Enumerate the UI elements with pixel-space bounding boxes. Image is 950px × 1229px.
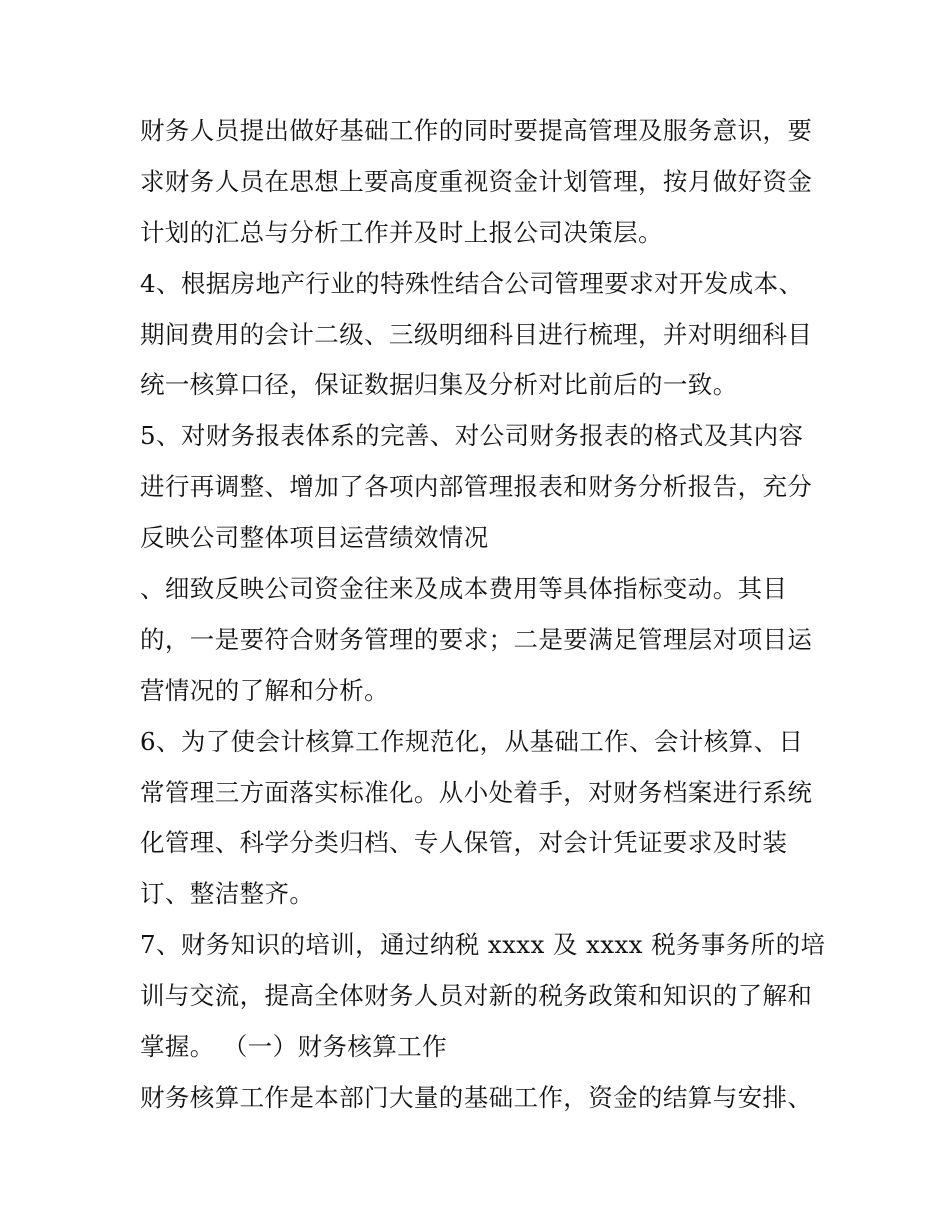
text-line: 4、根据房地产行业的特殊性结合公司管理要求对开发成本、: [140, 268, 804, 298]
text-line: 训与交流，提高全体财务人员对新的税务政策和知识的了解和: [140, 981, 813, 1011]
text-line: 5、对财务报表体系的完善、对公司财务报表的格式及其内容: [140, 421, 804, 451]
text-line: 进行再调整、增加了各项内部管理报表和财务分析报告，充分: [140, 472, 813, 502]
text-line: 7、财务知识的培训，通过纳税 xxxx 及 xxxx 税务事务所的培: [140, 930, 826, 960]
text-line: 统一核算口径，保证数据归集及分析对比前后的一致。: [140, 370, 738, 400]
text-line: 常管理三方面落实标准化。从小处着手，对财务档案进行系统: [140, 777, 813, 807]
text-line: 6、为了使会计核算工作规范化，从基础工作、会计核算、日: [140, 726, 804, 756]
text-line: 计划的汇总与分析工作并及时上报公司决策层。: [140, 217, 663, 247]
text-line: 、细致反映公司资金往来及成本费用等具体指标变动。其目: [140, 574, 788, 604]
text-line: 财务人员提出做好基础工作的同时要提高管理及服务意识，要: [140, 116, 813, 145]
document-body: [140, 106, 826, 1124]
text-line: 的，一是要符合财务管理的要求；二是要满足管理层对项目运: [140, 624, 813, 654]
text-line: 期间费用的会计二级、三级明细科目进行梳理，并对明细科目: [140, 319, 813, 349]
text-line: 财务核算工作是本部门大量的基础工作，资金的结算与安排、: [140, 1082, 813, 1112]
text-line: 化管理、科学分类归档、专人保管，对会计凭证要求及时装: [140, 828, 788, 858]
text-line: 营情况的了解和分析。: [140, 675, 389, 705]
text-line: 反映公司整体项目运营绩效情况: [140, 523, 489, 553]
text-line: 订、整洁整齐。: [140, 879, 315, 909]
text-line: 掌握。 （一）财务核算工作: [140, 1032, 447, 1062]
text-line: 求财务人员在思想上要高度重视资金计划管理，按月做好资金: [140, 166, 813, 196]
